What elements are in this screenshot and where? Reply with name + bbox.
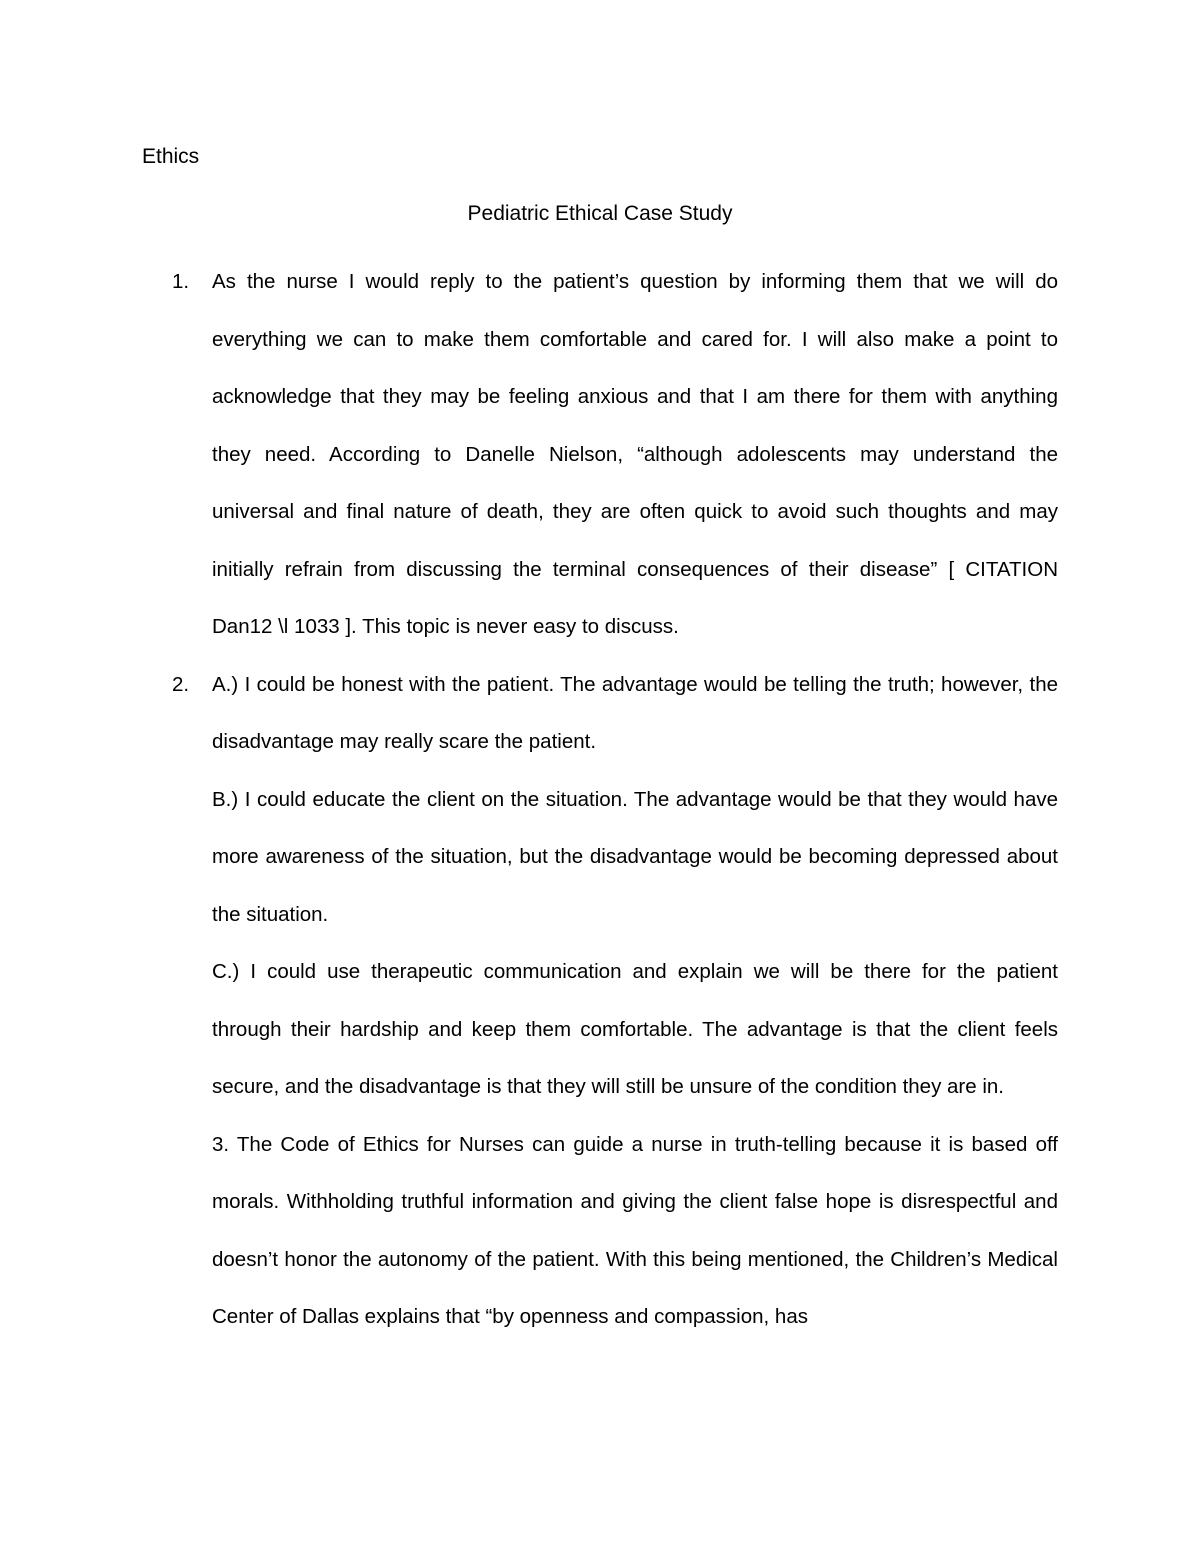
document-title: Pediatric Ethical Case Study xyxy=(467,202,733,225)
list-item-2 xyxy=(142,656,1058,771)
sub-item-c: C.) I could use therapeutic communication and explain we will be there for the patient through their hardship and keep them comfortable. The advantage is that the client feels secure, and the disadvantage is that they will still be unsure of the condition they are in. xyxy=(212,960,1058,1098)
sub-item-b: B.) I could educate the client on the situation. The advantage would be that they would have more awareness of the situation, but the disadvantage would be becoming depressed about the situation. xyxy=(212,787,1058,926)
list-item-3: 3. The Code of Ethics for Nurses can guide a nurse in truth-telling because it is based off morals. Withholding truthful information and giving the client false hope is disrespectful and doesn’t honor the autonomy of the patient. With this being mentioned, the Children’s Medical Center of Dallas explains that “by openness and compassion, has xyxy=(212,1132,1058,1328)
document-header: Ethics xyxy=(142,145,200,168)
list-item-1-text: As the nurse I would reply to the patient’s question by informing them that we will do everything we can to make them comfortable and cared for. I will also make a point to acknowledge that they may be feeling anxious and that I am there for them with anything they need. According to Danelle Nielson, “although adolescents may understand the universal and final nature of death, they are often quick to avoid such thoughts and may initially refrain from discussing the terminal consequences of their disease” [ CITATION Dan12 \l 1033 ]. This topic is never easy to discuss. xyxy=(212,270,1058,638)
document-body xyxy=(142,253,1058,1346)
list-item-1 xyxy=(142,253,1058,656)
list-item-2-text: A.) I could be honest with the patient. The advantage would be telling the truth; however, the disadvantage may really scare the patient. xyxy=(212,672,1058,753)
list-item-2-number: 2. xyxy=(172,672,190,696)
list-item-1-number: 1. xyxy=(172,270,190,293)
